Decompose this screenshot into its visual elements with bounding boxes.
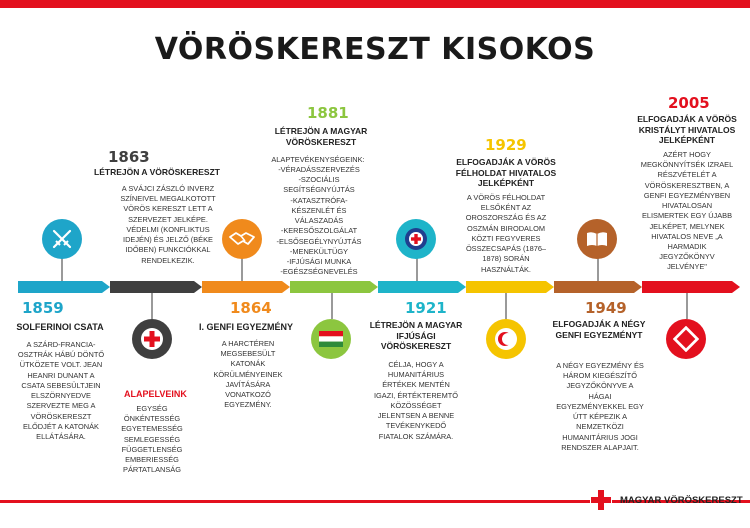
year-1921: 1921 <box>405 299 447 317</box>
activity-item: -ELSŐSEGÉLYNYÚJTÁS <box>276 236 362 246</box>
stem-1859 <box>61 258 63 281</box>
event-text-1859: A SZÁRD-FRANCIA-OSZTRÁK HÁBÚ DÖNTŐ ÜTKÖZETE VOLT. JEAN HEANRI DUNANT A CSATA SEBESÜLTJEIN ELSZÖRNYEDVE SZERVEZTE MEG A VÖRÖSKERESZT ELŐDJÉT A KATONÁK ELLÁTÁSÁRA. <box>17 340 105 441</box>
principles-title: ALAPELVEINK <box>124 389 187 399</box>
principles-list <box>110 404 194 476</box>
stem-1881 <box>331 293 333 319</box>
stem-1921 <box>416 258 418 281</box>
principle-item: EGYSÉG <box>136 404 168 413</box>
timeline-segment-1949 <box>554 281 634 293</box>
event-text-1921: CÉLJA, HOGY A HUMANITÁRIUS ÉRTÉKEK MENTÉN IGAZI, ÉRTÉKTEREMTŐ KÖZÖSSÉGET JELENTSEN A BENNE TEVÉKENYKEDŐ FIATALOK SZÁMÁRA. <box>373 360 459 441</box>
event-text-1863: A SVÁJCI ZÁSZLÓ INVERZ SZÍNEIVEL MEGALKOTOTT VÖRÖS KERESZT LETT A SZERVEZET JELKÉPE. VÉDELMI (KONFLIKTUS IDEJÉN) ÉS JELZŐ (BÉKE IDŐBEN) FUNKCIÓKKAL RENDELKEZIK. <box>120 184 216 265</box>
principle-item: SEMLEGESSÉG <box>123 434 181 444</box>
timeline-segment-1859 <box>18 281 102 293</box>
book-icon <box>577 219 617 259</box>
activity-item: -KATASZTRÓFA-KÉSZENLÉT ÉS VÁLASZADÁS <box>290 195 348 226</box>
event-text-1949: A NÉGY EGYEZMÉNY ÉS HÁROM KIEGÉSZÍTŐ JEGYZŐKÖNYVE A HÁGAI EGYEZMÉNYEKKEL EGY ÚTT KÉPEZIK A NEMZETKÖZI HUMANITÁRIUS JOGI RENDSZER ALAPJAIT. <box>556 361 644 452</box>
event-title-1949: ELFOGADJÁK A NÉGY GENFI EGYEZMÉNYT <box>552 319 646 340</box>
event-title-1929: ELFOGADJÁK A VÖRÖS FÉLHOLDAT HIVATALOS JELKÉPKÉNT <box>455 157 557 189</box>
principle-item: EGYETEMESSÉG <box>121 424 183 434</box>
principle-item: PÁRTATLANSÁG <box>123 465 181 475</box>
youth-red-cross-icon <box>396 219 436 259</box>
event-title-1864: I. GENFI EGYEZMÉNY <box>198 322 293 332</box>
activity-item: -EGÉSZSÉGNEVELÉS <box>280 267 358 277</box>
principle-item: FÜGGETLENSÉG <box>121 444 183 454</box>
activity-item: -VÉRADÁSSZERVEZÉS <box>278 165 360 174</box>
stem-1863 <box>151 293 153 319</box>
activity-item: -SZOCIÁLIS SEGÍTSÉGNYÚJTÁS <box>283 175 355 195</box>
event-title-1863: LÉTREJÖN A VÖRÖSKERESZT <box>94 167 220 177</box>
event-title-1881: LÉTREJÖN A MAGYAR VÖRÖSKERESZT <box>274 126 368 147</box>
activity-item: -IFJÚSÁGI MUNKA <box>286 256 352 266</box>
principle-item: ÖNKÉNTESSÉG <box>123 414 181 424</box>
activity-item: -KERESŐSZOLGÁLAT <box>280 226 358 236</box>
hungarian-flag-icon <box>311 319 351 359</box>
footer-organization: MAGYAR VÖRÖSKERESZT <box>620 495 743 506</box>
timeline-segment-1921 <box>378 281 458 293</box>
year-1929: 1929 <box>485 136 527 154</box>
red-crystal-icon <box>666 319 706 359</box>
year-1881: 1881 <box>307 104 349 122</box>
top-red-bar <box>0 0 750 8</box>
stem-2005 <box>686 293 688 319</box>
event-text-1929: A VÖRÖS FÉLHOLDAT ELSŐKÉNT AZ OROSZORSZÁG ÉS AZ OSZMÁN BIRODALOM KÖZTI FEGYVERES ÖSSZECSAPÁS (1876–1878) SORÁN HASZNÁLTÁK. <box>465 193 547 274</box>
year-1864: 1864 <box>230 299 272 317</box>
event-title-1921: LÉTREJÖN A MAGYAR IFJÚSÁGI VÖRÖSKERESZT <box>369 320 463 352</box>
stem-1929 <box>505 293 507 319</box>
stem-1864 <box>241 258 243 281</box>
timeline-segment-1863 <box>110 281 194 293</box>
red-cross-icon <box>132 319 172 359</box>
timeline-segment-1864 <box>202 281 282 293</box>
crossed-swords-icon <box>42 219 82 259</box>
page-title: VÖRÖSKERESZT KISOKOS <box>154 32 596 67</box>
red-cross-logo-icon <box>590 489 612 511</box>
year-1863: 1863 <box>108 148 150 166</box>
event-title-2005: ELFOGADJÁK A VÖRÖS KRISTÁLYT HIVATALOS JELKÉPKÉNT <box>637 114 737 146</box>
event-title-1859: SOLFERINOI CSATA <box>16 322 104 332</box>
handshake-icon <box>222 219 262 259</box>
year-1859: 1859 <box>22 299 64 317</box>
principle-item: EMBERIESSÉG <box>125 455 179 465</box>
red-crescent-icon <box>486 319 526 359</box>
stem-1949 <box>597 258 599 281</box>
event-intro-1881: ALAPTEVÉKENYSÉGEINK: <box>271 155 365 164</box>
activity-item: -MENEKÜLTÜGY <box>289 246 349 256</box>
timeline-segment-2005 <box>642 281 732 293</box>
activities-list <box>272 165 366 277</box>
event-text-1864: A HARCTÉREN MEGSEBESÜLT KATONÁK KÖRÜLMÉNYEINEK JAVÍTÁSÁRA VONATKOZÓ EGYEZMÉNY. <box>213 339 283 410</box>
event-text-2005: AZÉRT HOGY MEGKÖNNYÍTSÉK IZRAEL RÉSZVÉTELÉT A VÖRÖSKERESZTBEN, A GENFI EGYEZMÉNYBEN HIVATALOSAN ELISMERTEK EGY ÚJABB JELKÉPET, MELYNEK HIVATALOS NEVE „A HARMADIK JEGYZŐKÖNYV JELVÉNYE" <box>640 150 734 272</box>
timeline-segment-1929 <box>466 281 546 293</box>
year-2005: 2005 <box>668 94 710 112</box>
timeline-segment-1881 <box>290 281 370 293</box>
year-1949: 1949 <box>585 299 627 317</box>
